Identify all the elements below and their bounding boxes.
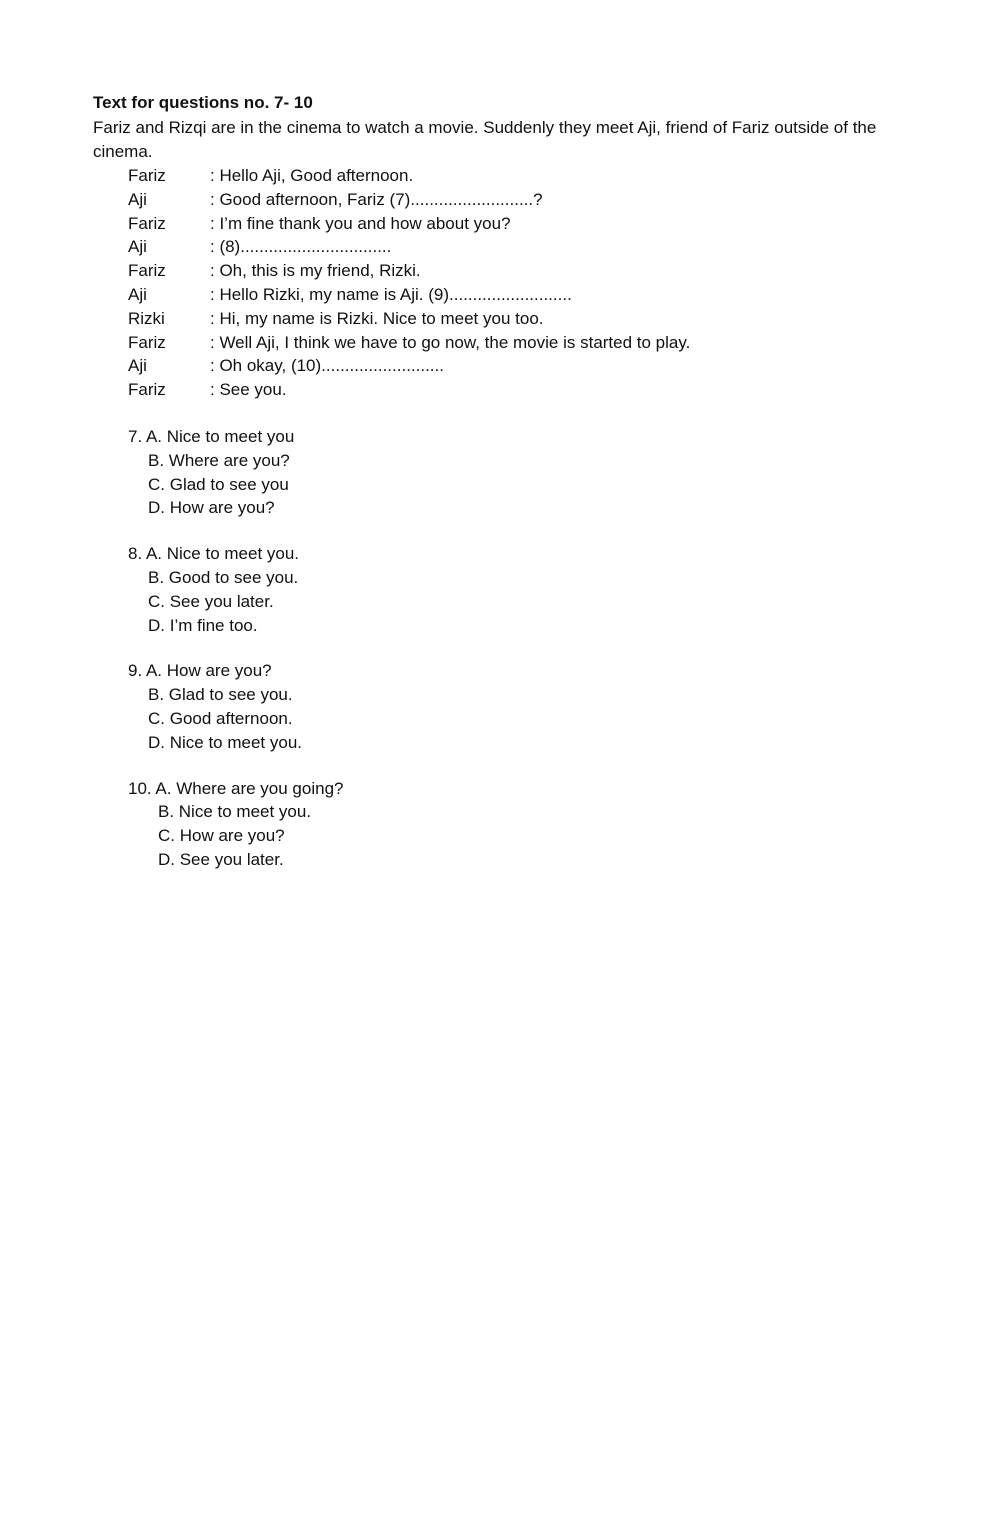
answer-option: B. Nice to meet you. — [158, 802, 312, 822]
speaker-name: Aji — [128, 237, 147, 257]
speaker-name: Fariz — [128, 261, 166, 281]
dialogue-line — [128, 259, 913, 283]
dialogue-text: : (8)................................ — [210, 237, 392, 257]
intro-paragraph: Fariz and Rizqi are in the cinema to watch a movie. Suddenly they meet Aji, friend of Fariz outside of the cinema. — [93, 118, 877, 161]
question-first-line: 9. A. How are you? — [128, 661, 272, 681]
dialogue-line — [128, 164, 913, 188]
dialogue — [128, 164, 913, 402]
question-first-line: 10. A. Where are you going? — [128, 778, 344, 798]
answer-options — [128, 449, 913, 520]
answer-option: C. Glad to see you — [148, 474, 289, 494]
section-heading: Text for questions no. 7- 10 — [93, 93, 313, 112]
dialogue-text: : Hi, my name is Rizki. Nice to meet you too. — [210, 308, 544, 328]
answer-options — [128, 683, 913, 754]
dialogue-line — [128, 354, 913, 378]
speaker-name: Rizki — [128, 308, 165, 328]
dialogue-line — [128, 235, 913, 259]
speaker-name: Aji — [128, 284, 147, 304]
dialogue-line — [128, 331, 913, 355]
answer-options — [128, 566, 913, 637]
dialogue-text: : Well Aji, I think we have to go now, the movie is started to play. — [210, 332, 691, 352]
dialogue-line — [128, 188, 913, 212]
dialogue-text: : Good afternoon, Fariz (7)..........................? — [210, 189, 543, 209]
question-10 — [128, 777, 913, 872]
answer-option: D. How are you? — [148, 498, 275, 518]
worksheet-page — [93, 92, 913, 872]
dialogue-line — [128, 378, 913, 402]
dialogue-text: : Oh, this is my friend, Rizki. — [210, 261, 421, 281]
dialogue-text: : Hello Aji, Good afternoon. — [210, 166, 414, 185]
dialogue-text: : Hello Rizki, my name is Aji. (9).......................... — [210, 284, 572, 304]
question-8 — [128, 542, 913, 637]
answer-option: C. See you later. — [148, 591, 274, 611]
speaker-name: Fariz — [128, 332, 166, 352]
answer-option: B. Where are you? — [148, 450, 290, 470]
answer-option: B. Good to see you. — [148, 567, 299, 587]
question-9 — [128, 659, 913, 754]
speaker-name: Fariz — [128, 213, 166, 233]
answer-option: C. Good afternoon. — [148, 708, 293, 728]
answer-option: D. Nice to meet you. — [148, 732, 303, 752]
question-first-line: 7. A. Nice to meet you — [128, 426, 295, 446]
question-7 — [128, 425, 913, 520]
dialogue-line — [128, 283, 913, 307]
question-first-line: 8. A. Nice to meet you. — [128, 544, 300, 564]
dialogue-line — [128, 212, 913, 236]
speaker-name: Fariz — [128, 166, 166, 185]
answer-option: D. I’m fine too. — [148, 615, 258, 635]
answer-option: C. How are you? — [158, 826, 285, 846]
answer-option: D. See you later. — [158, 849, 284, 869]
dialogue-text: : Oh okay, (10).......................... — [210, 356, 444, 376]
speaker-name: Aji — [128, 356, 147, 376]
dialogue-line — [128, 307, 913, 331]
speaker-name: Fariz — [128, 380, 166, 400]
answer-options — [128, 800, 913, 871]
speaker-name: Aji — [128, 189, 147, 209]
dialogue-text: : See you. — [210, 380, 287, 400]
answer-option: B. Glad to see you. — [148, 685, 293, 705]
dialogue-text: : I’m fine thank you and how about you? — [210, 213, 511, 233]
